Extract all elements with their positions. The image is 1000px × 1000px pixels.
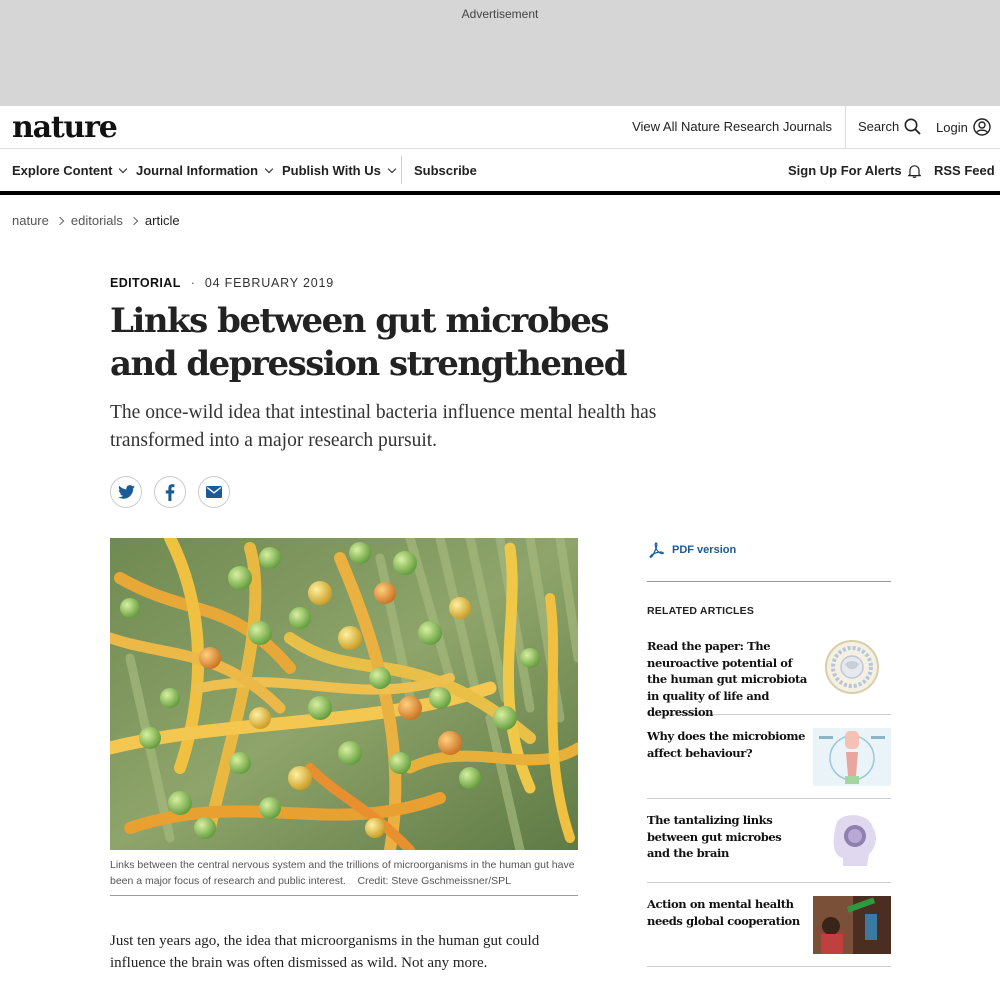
view-all-journals-link[interactable]: View All Nature Research Journals (632, 119, 832, 134)
chevron-down-icon (119, 165, 127, 173)
user-icon (973, 118, 991, 136)
search-icon (904, 118, 921, 135)
nav-explore-content[interactable] (12, 163, 126, 178)
pdf-version-label: PDF version (672, 543, 737, 556)
related-article[interactable] (647, 629, 891, 719)
share-facebook-button[interactable] (154, 476, 186, 508)
share-twitter-button[interactable] (110, 476, 142, 508)
related-articles-list (647, 629, 891, 967)
nav-publish-label: Publish With Us (282, 163, 381, 178)
related-article-title[interactable]: Action on mental health needs global cooperation (647, 897, 800, 928)
facebook-icon (165, 484, 175, 501)
article-body-paragraph: Just ten years ago, the idea that microorganisms in the human gut could influence the brain was often dismissed as wild. Not any more. (110, 933, 540, 971)
main-navigation (0, 150, 1000, 191)
twitter-icon (118, 485, 135, 499)
advertisement-banner[interactable] (0, 0, 1000, 106)
pdf-icon (649, 542, 664, 558)
related-article[interactable] (647, 799, 891, 883)
related-article-thumbnail[interactable] (813, 728, 891, 786)
nav-sign-up-alerts[interactable] (788, 163, 921, 178)
advertisement-label: Advertisement (461, 7, 539, 21)
related-articles-heading: RELATED ARTICLES (647, 605, 755, 617)
chevron-right-icon (130, 216, 138, 224)
figure-caption (110, 857, 578, 896)
meta-separator: · (190, 276, 195, 290)
nav-alerts-label: Sign Up For Alerts (788, 163, 902, 178)
chevron-down-icon (388, 165, 396, 173)
breadcrumb (12, 213, 180, 228)
article-standfirst: The once-wild idea that intestinal bacteria influence mental health has transformed into a major research pursuit. (110, 402, 657, 451)
article-sidebar (647, 537, 891, 967)
site-header (0, 106, 1000, 149)
sidebar-divider (647, 581, 891, 582)
breadcrumb-article: article (144, 213, 180, 228)
caption-text: Links between the central nervous system and the trillions of microorganisms in the human gut have been a major focus of research and public interest. (110, 859, 575, 887)
related-article-title[interactable]: Why does the microbiome affect behaviour? (647, 729, 806, 760)
login-button[interactable] (936, 118, 991, 136)
related-article-title[interactable]: The tantalizing links between gut microbes and the brain (647, 813, 782, 860)
related-article-thumbnail[interactable] (813, 638, 891, 696)
nav-explore-label: Explore Content (12, 163, 113, 178)
login-label: Login (936, 119, 968, 135)
related-article-thumbnail[interactable] (813, 812, 891, 870)
breadcrumb-editorials[interactable]: editorials (70, 213, 123, 228)
nav-journal-label: Journal Information (136, 163, 259, 178)
caption-credit: Credit: Steve Gschmeissner/SPL (357, 875, 511, 887)
nav-subscribe[interactable]: Subscribe (414, 163, 477, 178)
email-icon (206, 486, 222, 498)
bell-icon (908, 164, 921, 178)
article-title: Links between gut microbes and depression strengthened (110, 301, 627, 384)
related-article-title[interactable]: Read the paper: The neuroactive potential of the human gut microbiota in quality of life and depression (647, 639, 807, 719)
nav-rss-feed[interactable]: RSS Feed (934, 163, 995, 178)
nav-bottom-rule (0, 191, 1000, 195)
related-article[interactable] (647, 883, 891, 967)
share-email-button[interactable] (198, 476, 230, 508)
article-meta (110, 276, 334, 290)
share-buttons (110, 476, 230, 508)
breadcrumb-nature[interactable]: nature (12, 213, 49, 228)
nav-publish-with-us[interactable] (282, 163, 395, 178)
header-divider (845, 106, 846, 149)
related-article-thumbnail[interactable] (813, 896, 891, 954)
chevron-right-icon (56, 216, 64, 224)
related-article[interactable] (647, 715, 891, 799)
gut-microbes-image[interactable] (110, 538, 578, 850)
publication-date: 04 FEBRUARY 2019 (204, 276, 334, 290)
search-label: Search (858, 119, 900, 134)
chevron-down-icon (265, 165, 273, 173)
article-figure (110, 538, 578, 896)
nav-journal-information[interactable] (136, 163, 272, 178)
nav-divider (401, 156, 402, 184)
pdf-version-link[interactable] (647, 537, 891, 562)
nature-logo[interactable]: nature (12, 110, 117, 145)
search-button[interactable] (858, 118, 921, 135)
article-type[interactable]: EDITORIAL (110, 276, 181, 290)
